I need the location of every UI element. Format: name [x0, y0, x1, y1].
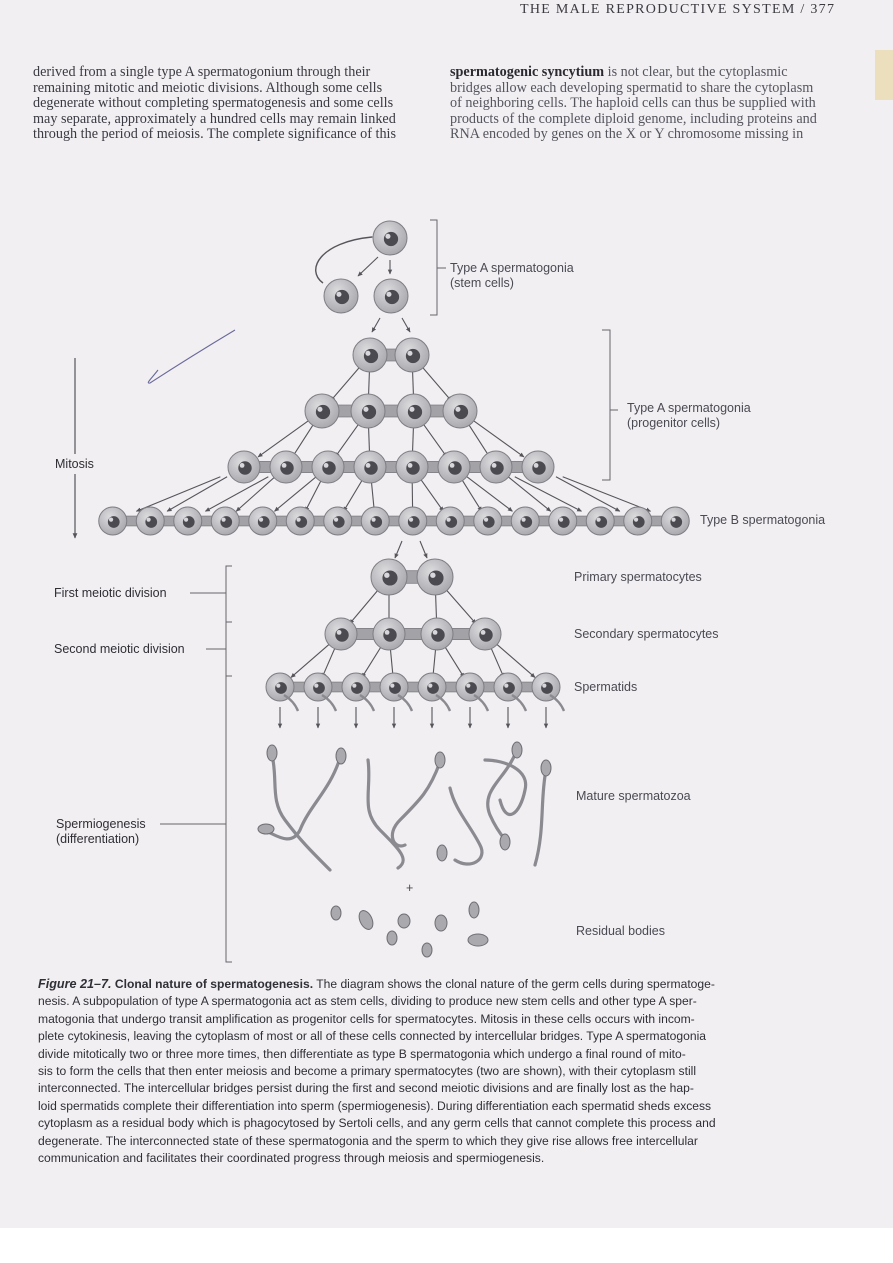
- nucleus-highlight: [521, 518, 525, 522]
- figure-caption: [38, 976, 853, 1167]
- cell: [354, 451, 386, 483]
- nucleus-highlight: [385, 234, 390, 239]
- intercellular-bridge: [322, 405, 460, 417]
- caption-text: The diagram shows the clonal nature of the germ cells during spermatoge-: [313, 977, 715, 991]
- cell-nucleus: [280, 461, 293, 474]
- cell: [421, 618, 453, 650]
- caption-line: loid spermatids complete their differentiation into sperm (spermiogenesis). During differentiation each spermatid sheds excess: [38, 1098, 712, 1113]
- cell-nucleus: [220, 516, 232, 528]
- cell: [436, 507, 464, 535]
- arrow: [420, 541, 427, 558]
- cell: [511, 507, 539, 535]
- caption-line: cytoplasm as a residual body which is phagocytosed by Sertoli cells, and any germ cells that cannot complete this process and: [38, 1116, 716, 1131]
- nucleus-highlight: [221, 518, 225, 522]
- arrow: [305, 477, 323, 512]
- residual-body: [387, 931, 397, 945]
- text-line: of neighboring cells. The haploid cells can thus be supplied with: [450, 95, 816, 112]
- nucleus-highlight: [317, 407, 322, 412]
- self-renewal-arrow: [316, 237, 372, 283]
- residual-body: [422, 943, 432, 957]
- cell-row: [99, 507, 690, 535]
- cell: [380, 673, 408, 701]
- cell-nucleus: [389, 682, 401, 694]
- arrow: [402, 318, 410, 332]
- cell-nucleus: [145, 516, 157, 528]
- cell-row: [325, 618, 501, 650]
- cell-nucleus: [445, 516, 457, 528]
- cell-nucleus: [108, 516, 120, 528]
- nucleus-highlight: [455, 407, 460, 412]
- nucleus-highlight: [428, 684, 432, 688]
- cell: [438, 451, 470, 483]
- stem-cells: [324, 221, 408, 313]
- cell-nucleus: [670, 516, 682, 528]
- cell: [353, 338, 387, 372]
- arrow: [443, 644, 464, 678]
- text-run: is not clear, but the cytoplasmic: [604, 64, 788, 80]
- cell-row: [353, 338, 429, 372]
- nucleus-highlight: [109, 518, 113, 522]
- cell-nucleus: [333, 516, 345, 528]
- spermiogenesis-label-1: Spermiogenesis: [56, 817, 146, 831]
- cell: [361, 507, 389, 535]
- sperm-head: [267, 745, 277, 761]
- pencil-check-mark: [148, 330, 235, 383]
- caption-line: degenerate. The interconnected state of these spermatogonia and the sperm to which they give rise allows free intercellular: [38, 1133, 698, 1148]
- cell-nucleus: [295, 516, 307, 528]
- nucleus-highlight: [385, 630, 390, 635]
- nucleus-highlight: [446, 518, 450, 522]
- nucleus-highlight: [324, 463, 329, 468]
- caption-line: matogonia that undergo transit amplification as progenitor cells for spermatocytes. Mitosis in these cells occurs with incom-: [38, 1011, 695, 1026]
- arrow: [421, 421, 447, 457]
- cell-nucleus: [406, 349, 420, 363]
- cell: [374, 279, 408, 313]
- cell-nucleus: [558, 516, 570, 528]
- text-line: degenerate without completing spermatogenesis and some cells: [33, 95, 394, 112]
- cell-nucleus: [406, 461, 419, 474]
- caption-line: plete cytokinesis, leaving the cytoplasm of most or all of these cells connected by intercellular bridges. Type A spermatogonia: [38, 1029, 706, 1044]
- residual-body: [356, 908, 375, 931]
- text-line: RNA encoded by genes on the X or Y chromosome missing in: [450, 126, 804, 143]
- cell-nucleus: [316, 405, 330, 419]
- page-edge-tab: [875, 50, 893, 100]
- cell: [342, 673, 370, 701]
- caption-line: divide mitotically two or three more times, then differentiate as type B spermatogonia which undergo a final round of mito-: [38, 1046, 686, 1061]
- arrow: [362, 644, 383, 678]
- nucleus-highlight: [492, 463, 497, 468]
- arrow: [563, 477, 651, 512]
- spermatid-tail: [474, 695, 488, 711]
- cell-nucleus: [520, 516, 532, 528]
- nucleus-highlight: [390, 684, 394, 688]
- progenitor-bracket: [602, 330, 618, 480]
- nucleus-highlight: [334, 518, 338, 522]
- cell-nucleus: [335, 290, 349, 304]
- cell-nucleus: [428, 570, 443, 585]
- nucleus-highlight: [366, 463, 371, 468]
- caption-line: communication and facilitates their coordinated progress through meiosis and spermiogenesis.: [38, 1151, 545, 1166]
- cell-rows: [99, 338, 690, 711]
- running-header: THE MALE REPRODUCTIVE SYSTEM / 377: [520, 2, 836, 17]
- arrow: [350, 587, 381, 623]
- cell: [624, 507, 652, 535]
- cell-nucleus: [238, 461, 251, 474]
- spermatid-tail: [360, 695, 374, 711]
- nucleus-highlight: [634, 518, 638, 522]
- cell: [305, 394, 339, 428]
- cell: [211, 507, 239, 535]
- nucleus-highlight: [484, 518, 488, 522]
- cell-nucleus: [258, 516, 270, 528]
- sperm-head: [512, 742, 522, 758]
- nucleus-highlight: [504, 684, 508, 688]
- cell: [324, 279, 358, 313]
- text-line: products of the complete diploid genome, including proteins and: [450, 110, 817, 127]
- cell: [456, 673, 484, 701]
- residual-body: [435, 915, 447, 931]
- cell: [270, 451, 302, 483]
- nucleus-highlight: [384, 573, 389, 578]
- nucleus-highlight: [314, 684, 318, 688]
- nucleus-highlight: [386, 292, 391, 297]
- nucleus-highlight: [282, 463, 287, 468]
- sperm-head: [435, 752, 445, 768]
- cell: [325, 618, 357, 650]
- nucleus-highlight: [296, 518, 300, 522]
- nucleus-highlight: [371, 518, 375, 522]
- cell: [351, 394, 385, 428]
- spermatozoon: [272, 755, 330, 870]
- spermatozoon: [450, 788, 482, 864]
- spermiogenesis-bracket: [160, 676, 232, 962]
- cell-nucleus: [364, 461, 377, 474]
- cell: [417, 559, 453, 595]
- cell-nucleus: [385, 290, 399, 304]
- cell: [228, 451, 260, 483]
- cell-nucleus: [383, 628, 396, 641]
- first-meiotic-label: First meiotic division: [54, 586, 167, 600]
- cell-nucleus: [382, 570, 397, 585]
- cell: [443, 394, 477, 428]
- left-text-column: [33, 65, 418, 143]
- spermatid-tail: [512, 695, 526, 711]
- cell: [532, 673, 560, 701]
- cell-nucleus: [370, 516, 382, 528]
- stem-label-2: (stem cells): [450, 276, 514, 290]
- cell-nucleus: [595, 516, 607, 528]
- mitosis-label: Mitosis: [55, 457, 94, 471]
- cell: [136, 507, 164, 535]
- cell-nucleus: [532, 461, 545, 474]
- nucleus-highlight: [409, 518, 413, 522]
- nucleus-highlight: [408, 463, 413, 468]
- cell: [395, 338, 429, 372]
- intercellular-bridge: [341, 628, 485, 639]
- second-meiotic-label: Second meiotic division: [54, 642, 185, 656]
- arrow: [466, 421, 489, 457]
- spermatids-label: Spermatids: [574, 680, 638, 694]
- text-line: through the period of meiosis. The complete significance of this: [33, 126, 397, 143]
- nucleus-highlight: [363, 407, 368, 412]
- nucleus-highlight: [430, 573, 435, 578]
- nucleus-highlight: [433, 630, 438, 635]
- cell: [522, 451, 554, 483]
- cell: [396, 451, 428, 483]
- cell: [586, 507, 614, 535]
- cell: [399, 507, 427, 535]
- cell: [312, 451, 344, 483]
- arrow: [358, 257, 378, 276]
- first-meiotic-bracket: [190, 566, 232, 622]
- sperm-head: [336, 748, 346, 764]
- caption-line: [38, 976, 853, 993]
- spermatid-tail: [284, 695, 298, 711]
- nucleus-highlight: [184, 518, 188, 522]
- primary-spermatocytes-label: Primary spermatocytes: [574, 570, 702, 584]
- spermatozoon: [535, 770, 546, 865]
- cell-nucleus: [431, 628, 444, 641]
- cell-nucleus: [364, 349, 378, 363]
- cell-nucleus: [541, 682, 553, 694]
- residual-body: [469, 902, 479, 918]
- sperm-head: [258, 824, 274, 834]
- cell-nucleus: [384, 232, 398, 246]
- sperm-head: [541, 760, 551, 776]
- arrow: [515, 477, 582, 512]
- cell: [174, 507, 202, 535]
- stem-label-1: Type A spermatogonia: [450, 261, 574, 275]
- cell: [286, 507, 314, 535]
- figure-number: Figure 21–7.: [38, 977, 112, 991]
- nucleus-highlight: [146, 518, 150, 522]
- right-text-column: [450, 65, 855, 143]
- bold-term: spermatogenic syncytium: [450, 64, 605, 80]
- spermatozoon: [368, 760, 403, 868]
- text-line: remaining mitotic and meiotic divisions. Although some cells: [33, 79, 383, 96]
- cell-nucleus: [313, 682, 325, 694]
- nucleus-highlight: [240, 463, 245, 468]
- cell-nucleus: [335, 628, 348, 641]
- cell-nucleus: [490, 461, 503, 474]
- nucleus-highlight: [337, 630, 342, 635]
- cell-nucleus: [351, 682, 363, 694]
- nucleus-highlight: [365, 351, 370, 356]
- nucleus-highlight: [542, 684, 546, 688]
- nucleus-highlight: [276, 684, 280, 688]
- spermatid-tail: [550, 695, 564, 711]
- cell-nucleus: [454, 405, 468, 419]
- type-b-label: Type B spermatogonia: [700, 513, 826, 527]
- mature-spermatozoa-label: Mature spermatozoa: [576, 789, 691, 803]
- arrow: [395, 541, 402, 558]
- cell-nucleus: [183, 516, 195, 528]
- progenitor-label-2: (progenitor cells): [627, 416, 721, 430]
- cell-nucleus: [362, 405, 376, 419]
- caption-line: nesis. A subpopulation of type A spermatogonia act as stem cells, dividing to produce new stem cells and other type A sper-: [38, 994, 697, 1009]
- nucleus-highlight: [259, 518, 263, 522]
- cell-nucleus: [275, 682, 287, 694]
- cell: [373, 221, 407, 255]
- arrow: [556, 477, 620, 512]
- text-line: bridges allow each developing spermatid to share the cytoplasm: [450, 79, 814, 96]
- cell-row: [305, 394, 477, 428]
- secondary-spermatocytes-label: Secondary spermatocytes: [574, 627, 719, 641]
- text-line: may separate, approximately a hundred cells may remain linked: [33, 110, 396, 127]
- nucleus-highlight: [450, 463, 455, 468]
- arrow: [136, 477, 220, 512]
- arrow: [335, 421, 361, 457]
- cell-nucleus: [408, 516, 420, 528]
- arrow: [419, 477, 443, 512]
- cell: [494, 673, 522, 701]
- spermatid-tail: [398, 695, 412, 711]
- cell: [371, 559, 407, 595]
- cell-nucleus: [483, 516, 495, 528]
- cell: [397, 394, 431, 428]
- cell: [469, 618, 501, 650]
- cell: [304, 673, 332, 701]
- progenitor-label-1: Type A spermatogonia: [627, 401, 751, 415]
- spermatid-tail: [436, 695, 450, 711]
- nucleus-highlight: [336, 292, 341, 297]
- cell-nucleus: [479, 628, 492, 641]
- cell: [418, 673, 446, 701]
- arrow: [444, 587, 476, 623]
- cell-nucleus: [465, 682, 477, 694]
- nucleus-highlight: [409, 407, 414, 412]
- cell-nucleus: [408, 405, 422, 419]
- second-meiotic-bracket: [206, 622, 232, 676]
- arrow: [331, 365, 362, 401]
- arrow: [372, 318, 380, 332]
- cell-nucleus: [503, 682, 515, 694]
- arrow: [167, 477, 227, 512]
- residual-bodies: [331, 902, 488, 957]
- residual-bodies-label: Residual bodies: [576, 924, 665, 938]
- spermatozoa: [262, 752, 546, 870]
- spermatid-tail: [322, 695, 336, 711]
- plus-sign: +: [406, 881, 414, 895]
- cell: [266, 673, 294, 701]
- arrow: [292, 421, 315, 457]
- cell: [99, 507, 127, 535]
- cell: [480, 451, 512, 483]
- residual-body: [398, 914, 410, 928]
- text-line: [450, 65, 855, 81]
- spermatozoon: [392, 762, 440, 846]
- cell-nucleus: [427, 682, 439, 694]
- sperm-head: [500, 834, 510, 850]
- arrow: [205, 477, 268, 512]
- cell-row: [371, 559, 453, 595]
- residual-body: [468, 934, 488, 946]
- cell: [324, 507, 352, 535]
- nucleus-highlight: [534, 463, 539, 468]
- cell-nucleus: [633, 516, 645, 528]
- nucleus-highlight: [352, 684, 356, 688]
- text-line: derived from a single type A spermatogonium through their: [33, 64, 371, 80]
- cell: [249, 507, 277, 535]
- nucleus-highlight: [407, 351, 412, 356]
- nucleus-highlight: [671, 518, 675, 522]
- cell: [661, 507, 689, 535]
- cell: [474, 507, 502, 535]
- spermatogenesis-diagram: [0, 200, 893, 970]
- cell-row: [228, 451, 554, 483]
- nucleus-highlight: [466, 684, 470, 688]
- arrow: [344, 477, 365, 512]
- caption-line: sis to form the cells that then enter meiosis and become a primary spermatocytes (two are shown), with their cytoplasm still: [38, 1064, 697, 1079]
- residual-body: [331, 906, 341, 920]
- cell: [373, 618, 405, 650]
- sperm-head: [437, 845, 447, 861]
- cell: [549, 507, 577, 535]
- stem-bracket: [430, 220, 446, 315]
- page-bottom-margin: [0, 1228, 893, 1263]
- spermiogenesis-label-2: (differentiation): [56, 832, 140, 846]
- nucleus-highlight: [481, 630, 486, 635]
- cell-nucleus: [322, 461, 335, 474]
- nucleus-highlight: [596, 518, 600, 522]
- caption-line: interconnected. The intercellular bridges persist during the first and second meiotic divisions and are finally lost as the hap-: [38, 1081, 694, 1096]
- nucleus-highlight: [559, 518, 563, 522]
- cell-nucleus: [448, 461, 461, 474]
- figure-title: Clonal nature of spermatogenesis.: [111, 977, 314, 991]
- arrow: [421, 365, 452, 401]
- arrow: [460, 477, 482, 512]
